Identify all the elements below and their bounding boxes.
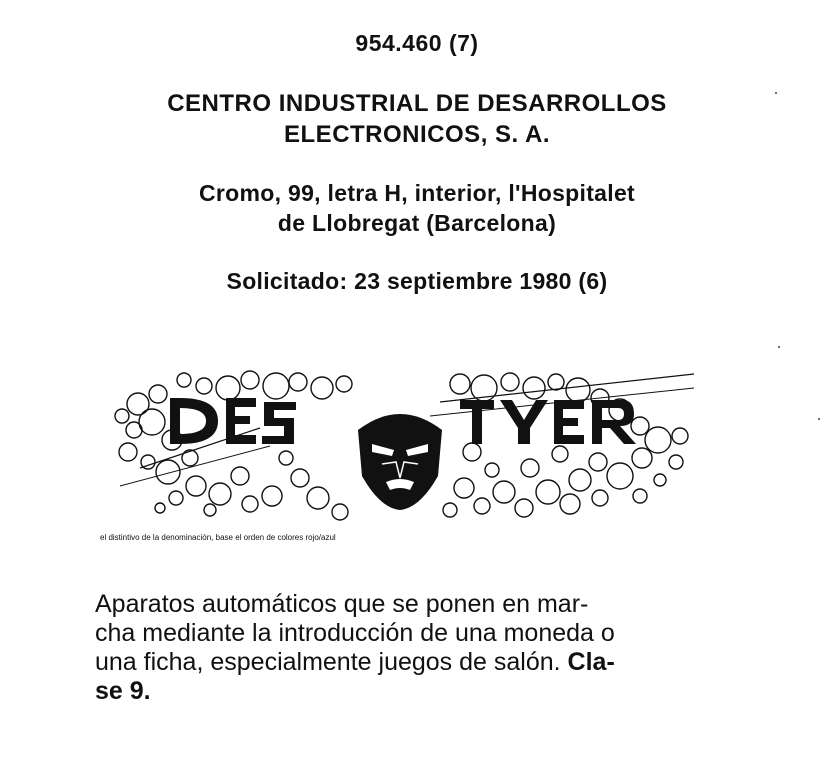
- company-name: [0, 88, 834, 150]
- description-line-2: cha mediante la introducción de una moneda o: [95, 619, 615, 647]
- description-line-3: [95, 648, 755, 677]
- scan-speck: [775, 92, 777, 94]
- registration-number: 954.460 (7): [355, 30, 479, 56]
- description-line-1: Aparatos automáticos que se ponen en mar-: [95, 590, 589, 618]
- logo-caption: el distintivo de la denominación, base el orden de colores rojo/azul: [100, 533, 336, 542]
- class-label-part-2: se 9.: [95, 677, 151, 705]
- company-name-line-2: ELECTRONICOS, S. A.: [284, 121, 550, 148]
- class-label-part-1: Cla-: [567, 648, 615, 676]
- description-line-3-text: una ficha, especialmente juegos de salón.: [95, 648, 561, 676]
- description-line-4: [95, 677, 755, 706]
- address-line-2: de Llobregat (Barcelona): [277, 210, 557, 236]
- trademark-logo-image: [100, 358, 700, 548]
- scan-speck: [818, 418, 820, 420]
- company-address: [0, 178, 834, 238]
- address-line-1: Cromo, 99, letra H, interior, l'Hospitalet: [199, 180, 635, 206]
- goods-description: [95, 590, 755, 706]
- company-name-line-1: CENTRO INDUSTRIAL DE DESARROLLOS: [167, 90, 667, 117]
- scan-speck: [778, 346, 780, 348]
- filing-date: Solicitado: 23 septiembre 1980 (6): [226, 268, 608, 294]
